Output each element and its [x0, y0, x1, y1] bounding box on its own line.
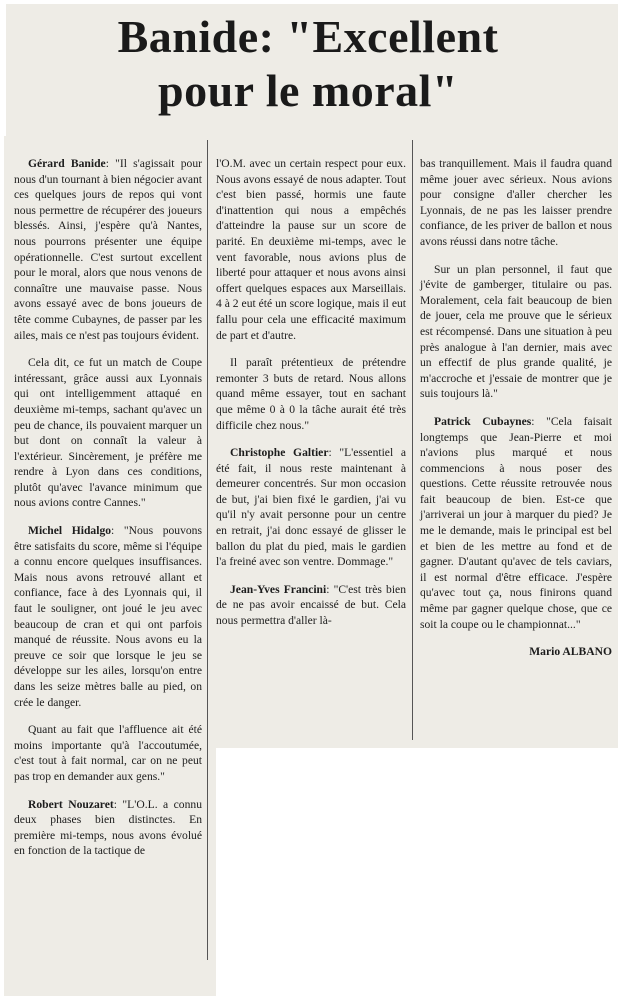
speaker-name: Jean-Yves Francini [230, 582, 327, 596]
paragraph: Cela dit, ce fut un match de Coupe intéressant, grâce aussi aux Lyonnais qui ont intelligemment attaqué en deuxième mi-temps, sachant qu'avec un peu de chance, ils pouvaient marquer un but dont on connaît la valeur à l'extérieur. Sincèrement, je préfère me rendre à Lyon dans ces conditions, plutôt qu'avec l'avance minimum que nous avions contre Cannes." [14, 356, 202, 510]
paragraph [14, 156, 202, 343]
speaker-name: Gérard Banide [28, 157, 106, 170]
paragraph: l'O.M. avec un certain respect pour eux. Nous avons essayé de nous adapter. Tout c'est bien passé, hormis une faute d'inattention qui nous a empêchés d'atteindre la pause sur un score de parité. En deuxième mi-temps, avec le vent favorable, nous avions plus de liberté pour attaquer et nous avons ainsi offert quelques espaces aux Marseillais. 4 à 2 eut été un score logique, mais il eut fallu pour cela une efficacité maximum de part et d'autre. [216, 157, 406, 342]
column-rule-left [207, 140, 208, 960]
speaker-name: Christophe Galtier [230, 446, 329, 460]
article-headline [8, 10, 608, 128]
column-1 [14, 156, 202, 871]
paragraph [14, 523, 202, 710]
paragraph-text: : "Cela faisait longtemps que Jean-Pierre et moi n'avions plus marqué et nous commencions à nous poser des questions. Cette réussite retrouvée nous fait beaucoup de bien. Est-ce que j'arriverai un jour à marquer du pied? Je me le demande, mais le principal est bel et bien de les mettre au fond et de gagner. D'autant qu'avec de tels caviars, il est normal d'être efficace. J'espère qu'avec tout ça, nous finirons quand même par gagner quelque chose, que ce soit la coupe ou le championnat..." [420, 414, 612, 631]
author-signature: Mario ALBANO [529, 645, 612, 659]
paragraph [420, 414, 612, 632]
speaker-name: Robert Nouzaret [28, 797, 114, 811]
speaker-name: Michel Hidalgo [28, 524, 112, 538]
headline-line-2: pour le moral" [157, 65, 458, 116]
paragraph-text: : "Il s'agissait pour nous d'un tournant à bien négocier avant ces quelques jours de repos qui vont nous permettre de récupérer des joueurs blessés. Ainsi, j'espère qu'à Nantes, nous pourrons présenter une équipe opérationnelle. C'est surtout excellent pour le moral, alors que nous venons de connaître une mauvaise passe. Nous avons essayé avec de bons joueurs de tête comme Cubaynes, de passer par les ailes, mais ce n'est pas toujours évident. [14, 157, 202, 342]
paragraph: bas tranquillement. Mais il faudra quand même jouer avec sérieux. Nous avions pour consigne d'aller chercher les Lyonnais, de ne pas les laisser prendre confiance, de les priver de ballon et nous avons réussi dans notre tâche. [420, 157, 612, 248]
paragraph: Quant au fait que l'affluence ait été moins importante qu'à l'accoutumée, c'est tout à fait normal, car on ne peut pas trop en demander aux gens." [14, 723, 202, 783]
paragraph [14, 797, 202, 859]
paragraph: Sur un plan personnel, il faut que j'évite de gamberger, titulaire ou pas. Moralement, cela fait beaucoup de bien de jouer, cela me prouve que le sérieux est récompensé. Dans une situation à peu près analogue à l'an dernier, mais avec un effectif de plus grande qualité, je m'accroche et j'essaie de montrer que je suis toujours là." [420, 262, 612, 401]
headline-line-1: Banide: "Excellent [117, 11, 499, 62]
column-2 [216, 156, 406, 641]
paragraph-text: : "Nous pouvons être satisfaits du score, même si l'équipe a connu encore quelques insuffisances. Mais nous avons retrouvé allant et confiance, face à des Lyonnais qui, il faut le souligner, ont joué le jeu avec beaucoup de cran et qui ont parfois manqué de réussite. Nous avons eu la preuve ce soir que lorsque le jeu se développe sur les ailes, lorsqu'on entre dans les seize mètres balle au pied, on crée le danger. [14, 524, 202, 709]
speaker-name: Patrick Cubaynes [434, 414, 532, 428]
paragraph: Il paraît prétentieux de prétendre remonter 3 buts de retard. Nous allons quand même essayer, tout en sachant que même 0 à 0 la tâche aurait été très difficile chez nous." [216, 356, 406, 432]
column-rule-right [412, 140, 413, 740]
paragraph [216, 445, 406, 570]
column-3 [420, 156, 612, 672]
paragraph-text: : "C'est très bien de ne pas avoir encaissé de but. Cela nous permettra d'aller là- [216, 582, 406, 628]
paragraph-text: : "L'essentiel a été fait, il nous reste maintenant à demeurer concentrés. Sur mon occasion de but, j'ai bien fixé le gardien, j'ai vu qu'il n'y avait personne pour un centre en retrait, j'ai donc essayé de glisser le ballon du plat du pied, mais le gardien l'a freiné avec son ventre. Dommage." [216, 446, 406, 569]
paragraph-text: : "L'O.L. a connu deux phases bien distinctes. En première mi-temps, nous avons évolué en fonction de la tactique de [14, 797, 202, 858]
paragraph [216, 582, 406, 629]
